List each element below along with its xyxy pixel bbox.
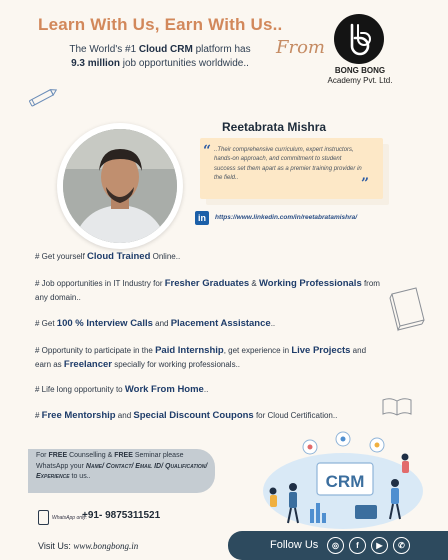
logo-name: BONG BONG <box>334 66 386 75</box>
youtube-icon[interactable]: ▶ <box>371 537 388 554</box>
bullet-cloud-trained: # Get yourself Cloud Trained Online.. <box>35 251 181 262</box>
counselling-cta-text: For FREE Counselling & FREE Seminar please WhatsApp your Name/ Contact/ Email ID/ Qualification/ Experience to us.. <box>36 452 208 480</box>
follow-us-label: Follow Us <box>270 539 319 551</box>
whatsapp-number[interactable]: +91- 9875311521 <box>82 510 161 521</box>
from-label: From <box>276 37 325 58</box>
linkedin-icon[interactable]: in <box>195 211 209 225</box>
crm-illustration <box>255 425 425 533</box>
phone-icon <box>38 510 49 525</box>
testimonial-quote: ..Their comprehensive curriculum, expert instructors, hands-on approach, and commitment to student success set them apart as a premier training provider in the field.. <box>214 147 362 182</box>
logo-subtitle: Academy Pvt. Ltd. <box>327 76 393 85</box>
crm-label: CRM <box>325 472 365 491</box>
facebook-icon[interactable]: f <box>349 537 366 554</box>
linkedin-link[interactable]: https://www.linkedin.com/in/reetabratamishra/ <box>215 214 358 221</box>
profile-photo <box>63 129 177 243</box>
whatsapp-icon[interactable]: ✆ <box>393 537 410 554</box>
whatsapp-label: WhatsApp only: <box>52 515 88 521</box>
bullet-free-mentorship: # Free Mentorship and Special Discount Coupons for Cloud Certification.. <box>35 410 338 421</box>
testimonial-name: Reetabrata Mishra <box>222 120 327 134</box>
headline: Learn With Us, Earn With Us.. <box>38 15 283 34</box>
open-book-icon <box>380 394 414 418</box>
instagram-icon[interactable]: ◎ <box>327 537 344 554</box>
website-line <box>38 541 138 551</box>
bullet-paid-internship: # Opportunity to participate in the Paid Internship, get experience in Live Projects and earn as Freelancer specially for working professionals.. <box>35 345 367 370</box>
bullet-interview-calls: # Get 100 % Interview Calls and Placement Assistance.. <box>35 318 276 329</box>
subheadline: The World's #1 Cloud CRM platform has 9.3 million job opportunities worldwide.. <box>69 44 251 69</box>
quote-open-icon: “ <box>203 143 212 159</box>
logo-text <box>318 66 402 86</box>
bullet-job-opportunities: # Job opportunities in IT Industry for Fresher Graduates & Working Professionals from any domain.. <box>35 278 380 302</box>
website-link[interactable]: www.bongbong.in <box>73 541 139 551</box>
logo-mark-icon <box>334 14 384 64</box>
quote-close-icon: ” <box>361 176 370 192</box>
visit-label: Visit Us: <box>38 541 71 551</box>
pencil-icon <box>26 86 60 108</box>
bullet-work-from-home: # Life long opportunity to Work From Home.. <box>35 384 209 395</box>
book-icon <box>384 284 430 332</box>
bongbong-logo <box>334 14 384 64</box>
